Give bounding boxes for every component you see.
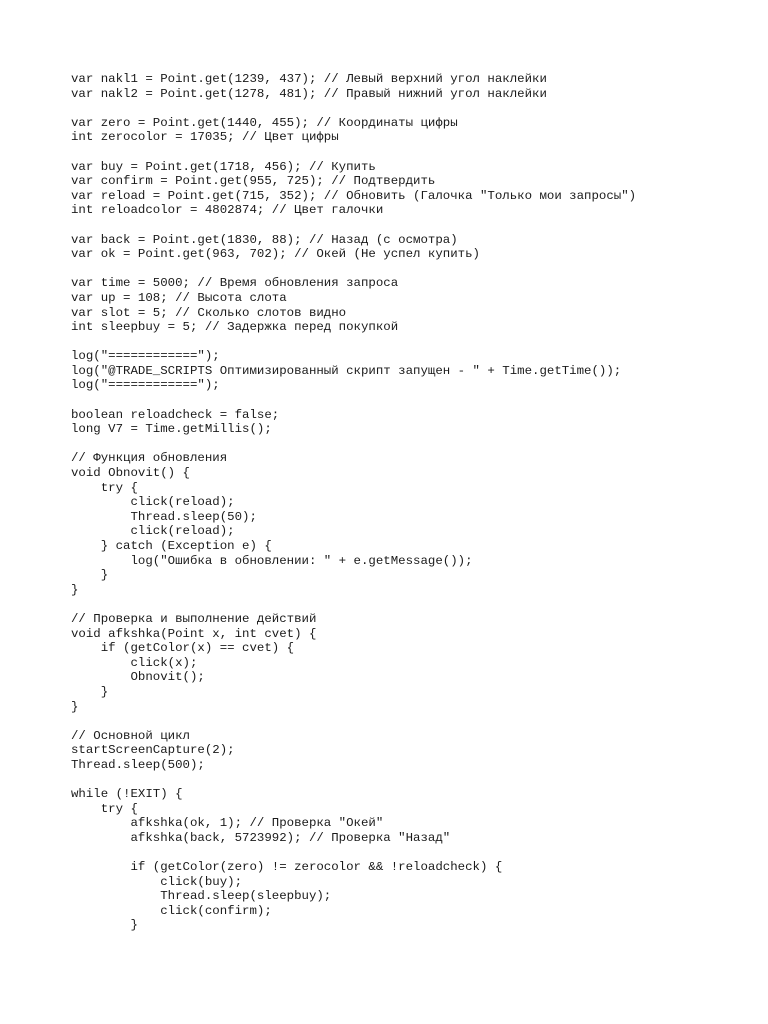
code-line: click(buy); bbox=[71, 874, 243, 889]
code-line: } bbox=[71, 918, 138, 933]
code-line: var back = Point.get(1830, 88); // Назад (с осмотра) bbox=[71, 232, 458, 247]
code-line: click(confirm); bbox=[71, 903, 272, 918]
blank-line bbox=[71, 393, 748, 408]
code-line: void afkshka(Point x, int cvet) { bbox=[71, 626, 317, 641]
blank-line bbox=[71, 714, 748, 729]
code-line: var nakl2 = Point.get(1278, 481); // Правый нижний угол наклейки bbox=[71, 86, 547, 101]
blank-line bbox=[71, 437, 748, 452]
code-line: log("Ошибка в обновлении: " + e.getMessage()); bbox=[71, 553, 473, 568]
code-line: log("============"); bbox=[71, 349, 220, 364]
code-line: int zerocolor = 17035; // Цвет цифры bbox=[71, 130, 339, 145]
code-line: var nakl1 = Point.get(1239, 437); // Левый верхний угол наклейки bbox=[71, 72, 547, 86]
blank-line bbox=[71, 145, 748, 160]
code-line: log("============"); bbox=[71, 378, 220, 393]
code-line: var buy = Point.get(1718, 456); // Купить bbox=[71, 159, 376, 174]
code-line: startScreenCapture(2); bbox=[71, 743, 235, 758]
code-line: Thread.sleep(500); bbox=[71, 757, 205, 772]
code-line: } bbox=[71, 699, 79, 714]
code-line: while (!EXIT) { bbox=[71, 787, 183, 802]
code-line: var confirm = Point.get(955, 725); // Подтвердить bbox=[71, 174, 436, 189]
blank-line bbox=[71, 845, 748, 860]
code-line: long V7 = Time.getMillis(); bbox=[71, 422, 272, 437]
code-line: click(reload); bbox=[71, 495, 235, 510]
code-line: // Основной цикл bbox=[71, 728, 190, 743]
blank-line bbox=[71, 773, 748, 788]
code-line: Thread.sleep(sleepbuy); bbox=[71, 889, 332, 904]
code-line: afkshka(back, 5723992); // Проверка "Назад" bbox=[71, 830, 451, 845]
code-line: var reload = Point.get(715, 352); // Обновить (Галочка "Только мои запросы") bbox=[71, 188, 637, 203]
code-line: click(x); bbox=[71, 655, 198, 670]
code-line: afkshka(ok, 1); // Проверка "Окей" bbox=[71, 816, 384, 831]
code-line: } bbox=[71, 568, 109, 583]
code-line: log("@TRADE_SCRIPTS Оптимизированный скрипт запущен - " + Time.getTime()); bbox=[71, 363, 622, 378]
blank-line bbox=[71, 262, 748, 277]
code-line: // Функция обновления bbox=[71, 451, 228, 466]
code-line: Obnovit(); bbox=[71, 670, 205, 685]
code-line: } bbox=[71, 684, 109, 699]
code-line: var slot = 5; // Сколько слотов видно bbox=[71, 305, 347, 320]
code-line: void Obnovit() { bbox=[71, 466, 190, 481]
code-line: var ok = Point.get(963, 702); // Окей (Не успел купить) bbox=[71, 247, 480, 262]
code-line: } catch (Exception e) { bbox=[71, 539, 272, 553]
code-line: click(reload); bbox=[71, 524, 235, 539]
code-line: if (getColor(zero) != zerocolor && !reloadcheck) { bbox=[71, 860, 503, 875]
code-line: } bbox=[71, 582, 79, 597]
code-line: var time = 5000; // Время обновления запроса bbox=[71, 276, 399, 291]
code-line: var zero = Point.get(1440, 455); // Координаты цифры bbox=[71, 115, 458, 130]
code-line: try { bbox=[71, 480, 138, 495]
code-line: int reloadcolor = 4802874; // Цвет галочки bbox=[71, 203, 384, 218]
code-line: var up = 108; // Высота слота bbox=[71, 290, 287, 305]
code-document bbox=[71, 72, 748, 933]
blank-line bbox=[71, 597, 748, 612]
code-line: Thread.sleep(50); bbox=[71, 509, 257, 524]
code-line: // Проверка и выполнение действий bbox=[71, 611, 317, 626]
code-line: try { bbox=[71, 801, 138, 816]
code-line: if (getColor(x) == cvet) { bbox=[71, 641, 295, 656]
blank-line bbox=[71, 218, 748, 233]
code-line: boolean reloadcheck = false; bbox=[71, 407, 280, 422]
blank-line bbox=[71, 335, 748, 350]
code-line: int sleepbuy = 5; // Задержка перед покупкой bbox=[71, 320, 399, 335]
blank-line bbox=[71, 101, 748, 116]
